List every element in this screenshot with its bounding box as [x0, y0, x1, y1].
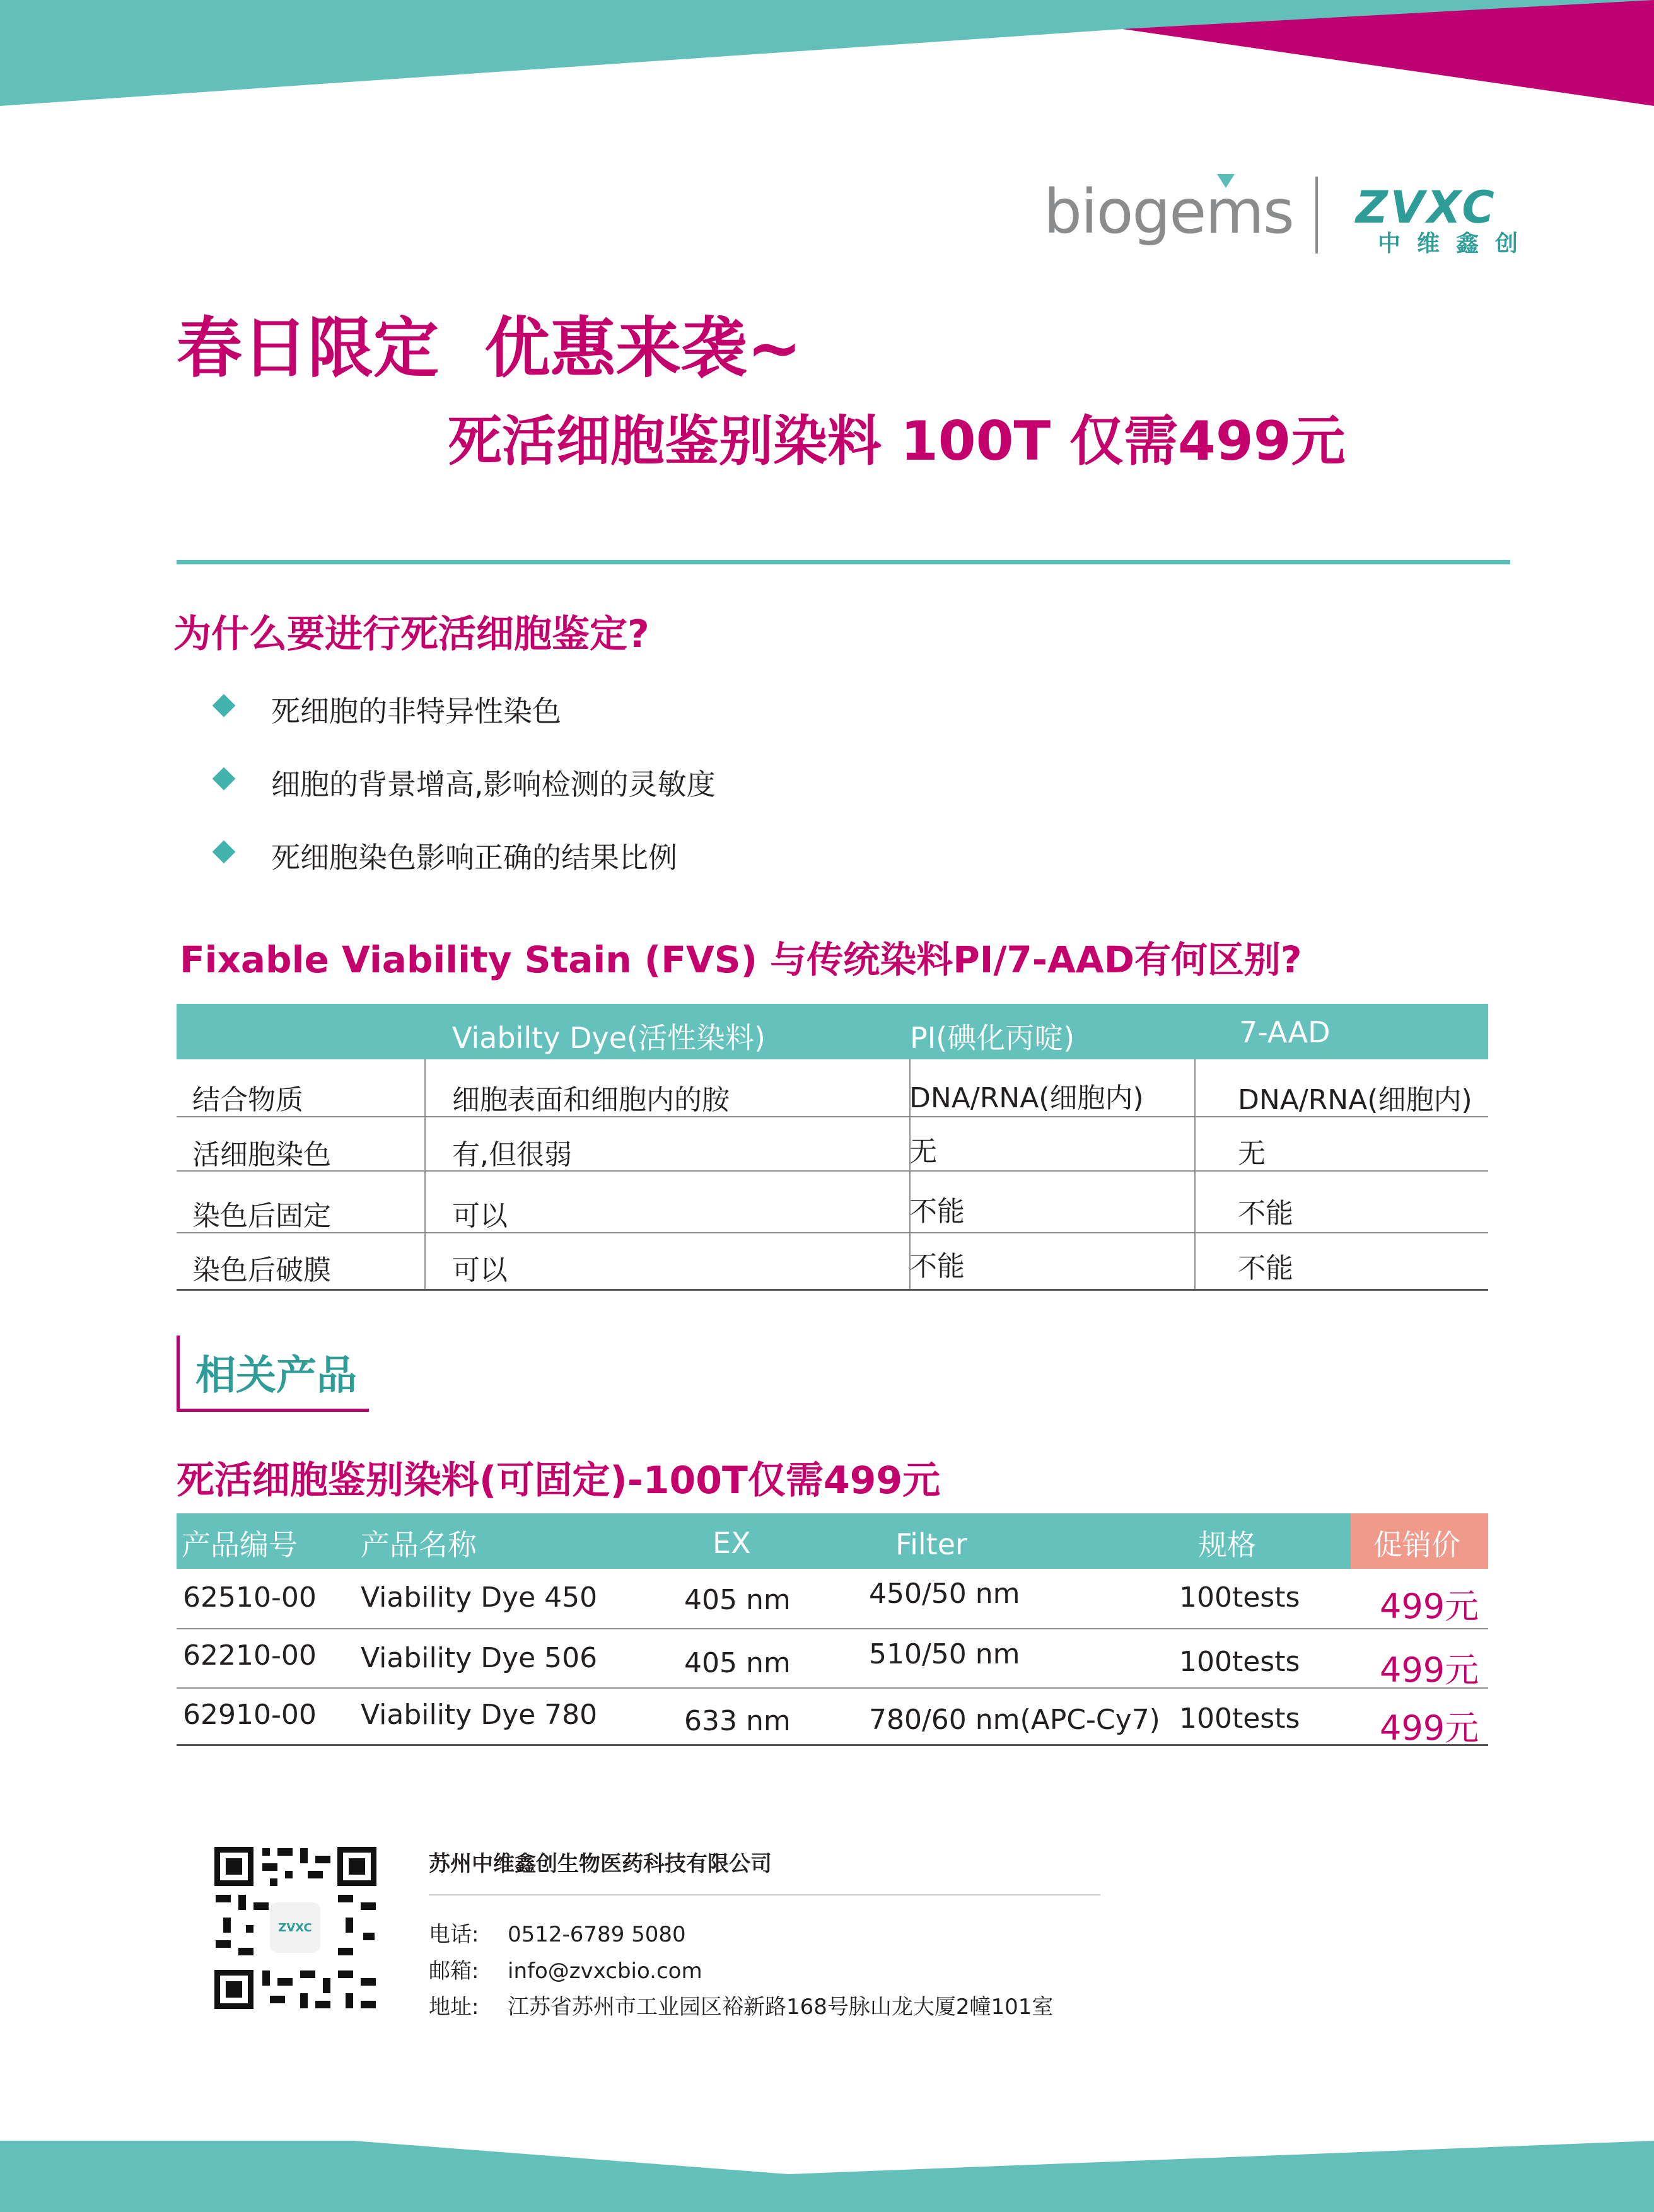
related-title-accent — [177, 1336, 180, 1411]
product-price: 499元 — [1380, 1586, 1479, 1626]
product-spec: 100tests — [1179, 1581, 1300, 1614]
price-header-label: 促销价 — [1373, 1528, 1460, 1562]
product-header-cell: 产品名称 — [361, 1528, 477, 1562]
footer-address — [429, 1989, 1053, 2020]
why-bullet-text: 死细胞染色影响正确的结果比例 — [271, 841, 677, 875]
biogems-logo-mark-icon — [1217, 174, 1235, 188]
footer-address-label: 地址: — [429, 1994, 479, 2020]
related-products-title: 相关产品 — [195, 1353, 357, 1399]
comparison-cell: 无 — [1238, 1138, 1266, 1170]
comparison-cell: 染色后固定 — [192, 1200, 331, 1232]
product-spec: 100tests — [1179, 1703, 1300, 1735]
footer-phone-value: 0512-6789 5080 — [508, 1922, 686, 1947]
product-table-header — [177, 1513, 1488, 1569]
footer-phone-label: 电话: — [429, 1922, 479, 1947]
product-spec: 100tests — [1179, 1646, 1300, 1678]
product-code: 62510-00 — [183, 1581, 317, 1614]
diamond-bullet-icon — [213, 767, 236, 791]
table-bottom-border — [177, 1289, 1488, 1291]
footer-phone — [429, 1917, 686, 1948]
headline-line-2: 死活细胞鉴别染料 100T 仅需499元 — [448, 410, 1346, 473]
comparison-cell: 可以 — [452, 1200, 508, 1232]
why-bullet-text: 细胞的背景增高,影响检测的灵敏度 — [271, 767, 716, 801]
product-price: 499元 — [1380, 1708, 1479, 1748]
related-title-underline — [177, 1409, 369, 1412]
footer-divider — [429, 1894, 1100, 1895]
zvxc-logo-subtitle: 中维鑫创 — [1378, 231, 1535, 257]
product-header-cell: 规格 — [1198, 1528, 1256, 1562]
product-name: Viability Dye 780 — [361, 1699, 598, 1731]
why-bullet — [221, 689, 561, 730]
footer-email-label: 邮箱: — [429, 1959, 479, 1984]
product-price: 499元 — [1380, 1650, 1479, 1690]
product-filter: 780/60 nm(APC-Cy7) — [869, 1704, 1160, 1736]
zvxc-logo: ZVXC — [1356, 182, 1497, 233]
footer-address-value: 江苏省苏州市工业园区裕新路168号脉山龙大厦2幢101室 — [508, 1994, 1054, 2020]
top-banner-decoration — [0, 0, 1654, 126]
comparison-cell: 不能 — [1238, 1252, 1293, 1284]
comparison-cell: 细胞表面和细胞内的胺 — [452, 1084, 730, 1116]
comparison-cell: DNA/RNA(细胞内) — [1238, 1084, 1472, 1116]
why-heading: 为什么要进行死活细胞鉴定? — [173, 612, 649, 656]
comparison-header-cell: 7-AAD — [1239, 1015, 1331, 1049]
comparison-cell: 不能 — [909, 1196, 965, 1228]
table-bottom-border — [177, 1744, 1488, 1746]
product-header-cell: EX — [713, 1526, 751, 1560]
footer-email — [429, 1953, 702, 1984]
table-row-divider — [177, 1232, 1488, 1233]
svg-text:ZVXC: ZVXC — [278, 1921, 312, 1935]
comparison-header-cell: Viabilty Dye(活性染料) — [452, 1021, 766, 1055]
qr-code-icon — [212, 1844, 379, 2011]
table-column-divider — [1194, 1059, 1196, 1289]
comparison-heading: Fixable Viability Stain (FVS) 与传统染料PI/7-AAD有何区别? — [180, 938, 1302, 981]
product-name: Viability Dye 506 — [361, 1642, 598, 1674]
why-bullet — [221, 835, 677, 876]
comparison-table-header — [177, 1004, 1488, 1059]
diamond-bullet-icon — [213, 841, 236, 864]
product-header-cell: 产品编号 — [182, 1528, 298, 1562]
product-promo-heading: 死活细胞鉴别染料(可固定)-100T仅需499元 — [177, 1458, 941, 1503]
biogems-logo: biogems — [1044, 177, 1293, 247]
comparison-cell: 可以 — [452, 1254, 508, 1286]
logo-separator — [1315, 177, 1318, 253]
diamond-bullet-icon — [213, 694, 236, 718]
headline-line-1: 春日限定 优惠来袭~ — [177, 310, 802, 387]
product-name: Viability Dye 450 — [361, 1581, 598, 1614]
comparison-cell-text: DNA/RNA(细胞内) — [909, 1082, 1144, 1114]
product-ex: 405 nm — [684, 1584, 791, 1616]
table-row-divider — [177, 1628, 1488, 1629]
product-code: 62910-00 — [183, 1699, 317, 1731]
comparison-cell: 不能 — [909, 1250, 965, 1283]
price-header-cell — [1351, 1513, 1488, 1569]
comparison-cell — [909, 1075, 1144, 1115]
table-row-divider — [177, 1687, 1488, 1689]
product-ex: 633 nm — [684, 1705, 791, 1737]
table-row-divider — [177, 1170, 1488, 1172]
product-code: 62210-00 — [183, 1639, 317, 1672]
comparison-cell: 染色后破膜 — [192, 1254, 331, 1286]
footer-company-name: 苏州中维鑫创生物医药科技有限公司 — [429, 1851, 772, 1877]
comparison-cell: 结合物质 — [192, 1084, 303, 1116]
why-bullet — [221, 762, 716, 803]
comparison-cell: 不能 — [1238, 1197, 1293, 1230]
product-ex: 405 nm — [684, 1647, 791, 1679]
product-filter: 510/50 nm — [869, 1638, 1020, 1670]
comparison-cell: 无 — [909, 1136, 937, 1168]
comparison-cell: 活细胞染色 — [192, 1139, 331, 1171]
table-column-divider — [424, 1059, 426, 1289]
product-filter: 450/50 nm — [869, 1578, 1020, 1610]
section-divider — [177, 560, 1510, 564]
comparison-cell: 有,但很弱 — [452, 1139, 572, 1171]
product-header-cell: Filter — [895, 1527, 967, 1561]
footer-email-value[interactable]: info@zvxcbio.com — [508, 1959, 702, 1984]
why-bullet-text: 死细胞的非特异性染色 — [271, 694, 561, 728]
comparison-header-cell: PI(碘化丙啶) — [910, 1021, 1075, 1055]
